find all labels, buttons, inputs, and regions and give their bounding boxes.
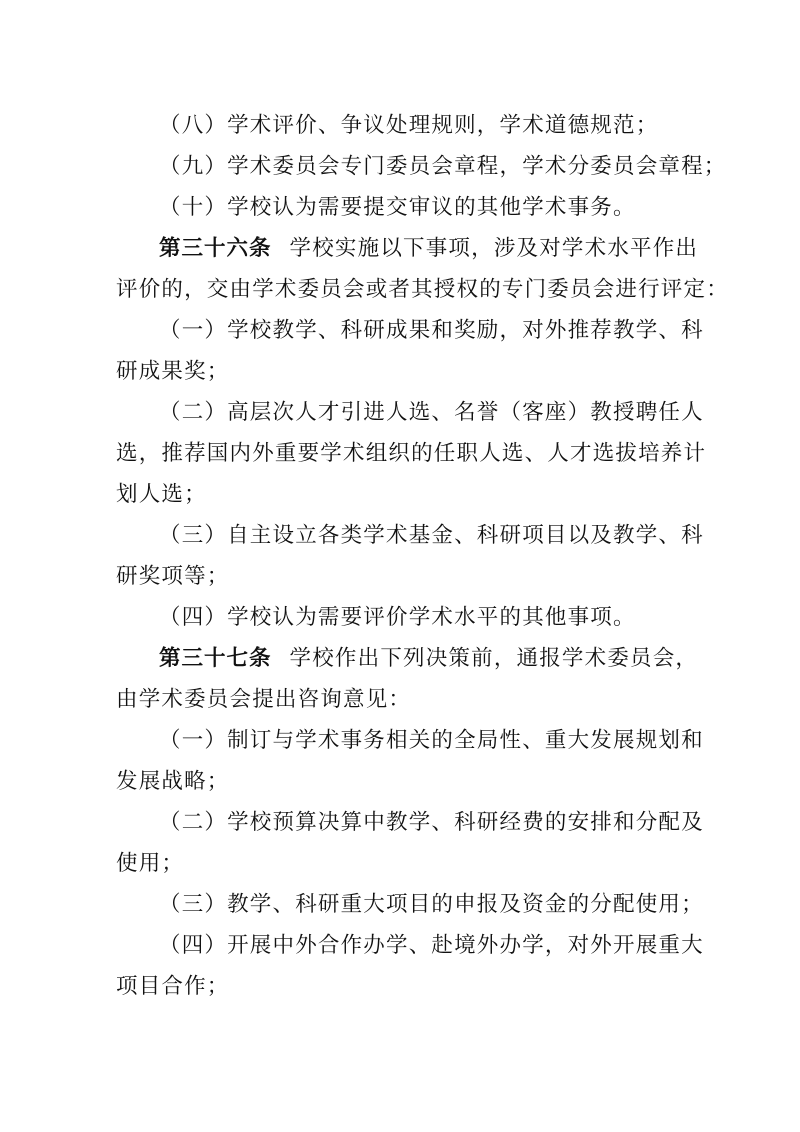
article-36-heading: 第三十六条 bbox=[159, 236, 272, 261]
clause-line: （三）自主设立各类学术基金、科研项目以及教学、科 bbox=[159, 523, 704, 548]
article-36-text: 学校实施以下事项，涉及对学术水平作出 bbox=[289, 236, 699, 261]
clause-line: （二）高层次人才引进人选、名誉（客座）教授聘任人 bbox=[159, 400, 704, 425]
clause-line: 项目合作； bbox=[116, 974, 230, 999]
article-text-line: 评价的，交由学术委员会或者其授权的专门委员会进行评定： bbox=[116, 277, 729, 302]
clause-line: （十）学校认为需要提交审议的其他学术事务。 bbox=[159, 195, 636, 220]
clause-line: （二）学校预算决算中教学、科研经费的安排和分配及 bbox=[159, 810, 704, 835]
clause-line: 选，推荐国内外重要学术组织的任职人选、人才选拔培养计 bbox=[116, 441, 707, 466]
article-37-text: 学校作出下列决策前，通报学术委员会， bbox=[289, 646, 699, 671]
article-37-heading: 第三十七条 bbox=[159, 646, 272, 671]
clause-line: （九）学术委员会专门委员会章程，学术分委员会章程； bbox=[159, 154, 727, 179]
clause-line: （四）学校认为需要评价学术水平的其他事项。 bbox=[159, 605, 636, 630]
clause-line: 使用； bbox=[116, 851, 185, 876]
clause-line: 划人选； bbox=[116, 482, 207, 507]
clause-line: 研奖项等； bbox=[116, 564, 230, 589]
clause-line: 研成果奖； bbox=[116, 359, 230, 384]
clause-line: （八）学术评价、争议处理规则，学术道德规范； bbox=[159, 113, 659, 138]
article-text-line: 由学术委员会提出咨询意见： bbox=[116, 687, 412, 712]
clause-line: （一）学校教学、科研成果和奖励，对外推荐教学、科 bbox=[159, 318, 704, 343]
article-36-first-line bbox=[159, 234, 699, 264]
article-37-first-line bbox=[159, 644, 699, 674]
clause-line: （三）教学、科研重大项目的申报及资金的分配使用； bbox=[159, 892, 704, 917]
clause-line: （四）开展中外合作办学、赴境外办学，对外开展重大 bbox=[159, 933, 704, 958]
clause-line: （一）制订与学术事务相关的全局性、重大发展规划和 bbox=[159, 728, 704, 753]
clause-line: 发展战略； bbox=[116, 769, 230, 794]
